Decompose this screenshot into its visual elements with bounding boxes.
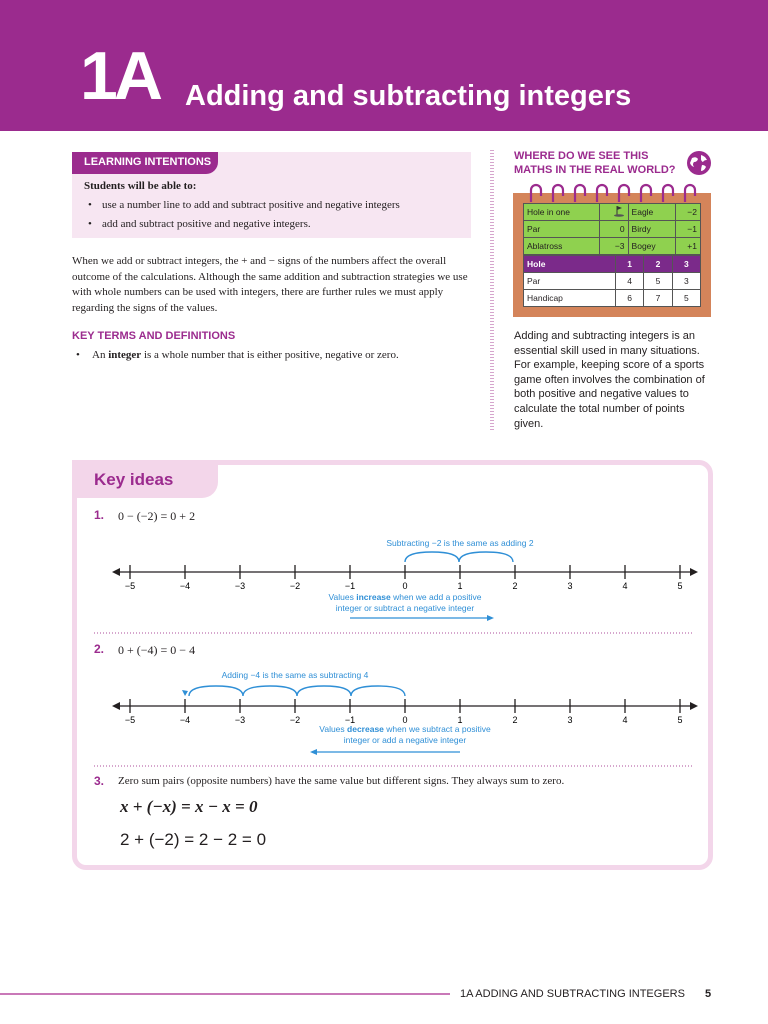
axis-tick-label: −1: [344, 581, 356, 591]
jump-arrow-head: [182, 690, 188, 696]
axis-tick-label: −2: [289, 715, 301, 725]
axis-tick-label: −1: [344, 715, 356, 725]
axis-tick-label: 1: [457, 715, 463, 725]
axis-tick-label: −2: [289, 581, 301, 591]
axis-ticks: [125, 565, 683, 591]
table-row: [524, 238, 701, 255]
axis-tick-label: −3: [234, 581, 246, 591]
direction-arrow-head: [487, 615, 494, 621]
table-header-row: [524, 256, 701, 273]
table-row: [524, 204, 701, 221]
table-cell: Bogey: [628, 238, 675, 255]
table-cell: Par: [524, 221, 600, 238]
column-divider: [490, 150, 494, 430]
table-cell: −3: [599, 238, 628, 255]
flag-icon: [599, 204, 628, 221]
jump-arc: [189, 686, 405, 696]
axis-tick-label: 2: [512, 581, 518, 591]
golf-score-table: [523, 203, 701, 255]
axis-tick-label: 4: [622, 715, 628, 725]
footer-line: [0, 993, 450, 995]
axis-ticks: [125, 699, 683, 725]
key-term-post: is a whole number that is either positive, negative or zero.: [141, 349, 399, 361]
direction-arrow-head: [310, 749, 317, 755]
idea-equation: 0 − (−2) = 0 + 2: [118, 509, 196, 523]
axis-tick-label: −4: [179, 581, 191, 591]
learning-item: • use a number line to add and subtract positive and negative integers: [84, 196, 400, 215]
axis-tick-label: 5: [677, 581, 683, 591]
jump-arc: [405, 552, 513, 562]
axis-tick-label: 3: [567, 715, 573, 725]
number-line-1: [110, 532, 700, 624]
section-number: 1A: [80, 38, 159, 114]
axis-tick-label: 0: [402, 581, 408, 591]
idea-number: 3.: [94, 774, 105, 788]
table-cell: −1: [675, 221, 700, 238]
table-cell: 0: [599, 221, 628, 238]
key-terms-title: KEY TERMS AND DEFINITIONS: [72, 330, 236, 342]
number-line-note: Subtracting −2 is the same as adding 2: [386, 538, 534, 548]
table-cell: Handicap: [524, 290, 616, 307]
direction-note-line2: integer or add a negative integer: [343, 735, 467, 745]
table-cell: 3: [672, 256, 700, 273]
key-term-pre: An: [92, 349, 109, 361]
learning-intentions-tab: LEARNING INTENTIONS: [72, 152, 218, 174]
section-title: Adding and subtracting integers: [185, 80, 632, 112]
axis-tick-label: −4: [179, 715, 191, 725]
direction-note-line2: integer or subtract a negative integer: [335, 603, 475, 613]
axis-tick-label: 0: [402, 715, 408, 725]
table-cell: Birdy: [628, 221, 675, 238]
idea-equation: 0 + (−4) = 0 − 4: [118, 643, 196, 657]
key-term-item: [76, 349, 399, 361]
table-cell: Eagle: [628, 204, 675, 221]
direction-note-line1: Values increase when we add a positive: [328, 592, 482, 602]
footer-section: 1A ADDING AND SUBTRACTING INTEGERS: [460, 988, 685, 1000]
chapter-header: [0, 0, 768, 131]
number-line-note: Adding −4 is the same as subtracting 4: [221, 670, 369, 680]
table-cell: 6: [616, 290, 644, 307]
axis-tick-label: 3: [567, 581, 573, 591]
idea-divider: [94, 765, 692, 767]
table-row: [524, 221, 701, 238]
table-cell: 1: [616, 256, 644, 273]
direction-note-line1: Values decrease when we subtract a positive: [319, 724, 491, 734]
real-world-text: Adding and subtracting integers is an essential skill used in many situations. For example, keeping score of a sports game often involves the combination of both positive and negative values to calculate the total number of points given.: [514, 330, 705, 430]
axis-tick-label: 4: [622, 581, 628, 591]
table-row: [524, 273, 701, 290]
table-cell: Hole: [524, 256, 616, 273]
table-cell: 5: [672, 290, 700, 307]
axis-tick-label: −5: [124, 581, 136, 591]
scoreboard: [523, 203, 701, 307]
table-cell: Hole in one: [524, 204, 600, 221]
table-cell: Ablatross: [524, 238, 600, 255]
table-row: [524, 290, 701, 307]
idea-number: 1.: [94, 508, 105, 522]
table-cell: Par: [524, 273, 616, 290]
zero-sum-example: 2 + (−2) = 2 − 2 = 0: [120, 830, 267, 849]
globe-icon: [686, 150, 712, 176]
table-cell: 2: [644, 256, 672, 273]
idea-text: Zero sum pairs (opposite numbers) have the same value but different signs. They always sum to zero.: [118, 775, 565, 787]
real-world-title: WHERE DO WE SEE THIS MATHS IN THE REAL WORLD?: [514, 150, 676, 176]
axis-tick-label: −3: [234, 715, 246, 725]
table-cell: 7: [644, 290, 672, 307]
zero-sum-equation: x + (−x) = x − x = 0: [120, 797, 258, 816]
hole-table: [523, 255, 701, 307]
axis-tick-label: 1: [457, 581, 463, 591]
axis-tick-label: −5: [124, 715, 136, 725]
table-cell: −2: [675, 204, 700, 221]
table-cell: +1: [675, 238, 700, 255]
learning-list: [84, 196, 400, 234]
number-line-2: [110, 666, 700, 758]
binder-rings: [527, 182, 707, 204]
idea-divider: [94, 632, 692, 634]
table-cell: 3: [672, 273, 700, 290]
table-cell: 5: [644, 273, 672, 290]
key-ideas-title: Key ideas: [94, 470, 174, 489]
page-number: 5: [705, 988, 712, 1000]
learning-subtitle: Students will be able to:: [84, 180, 197, 192]
key-term-word: integer: [108, 349, 142, 361]
learning-item: • add and subtract positive and negative integers.: [84, 215, 400, 234]
scoreboard-frame: [513, 193, 711, 317]
intro-paragraph: When we add or subtract integers, the + and − signs of the numbers affect the overall outcome of the calculations. Although the same addition and subtraction strategies we use with whole numbers can be used with integers, there are further rules we must apply regarding the signs of the values.: [72, 255, 468, 314]
axis-tick-label: 2: [512, 715, 518, 725]
table-cell: 4: [616, 273, 644, 290]
idea-number: 2.: [94, 642, 105, 656]
axis-tick-label: 5: [677, 715, 683, 725]
